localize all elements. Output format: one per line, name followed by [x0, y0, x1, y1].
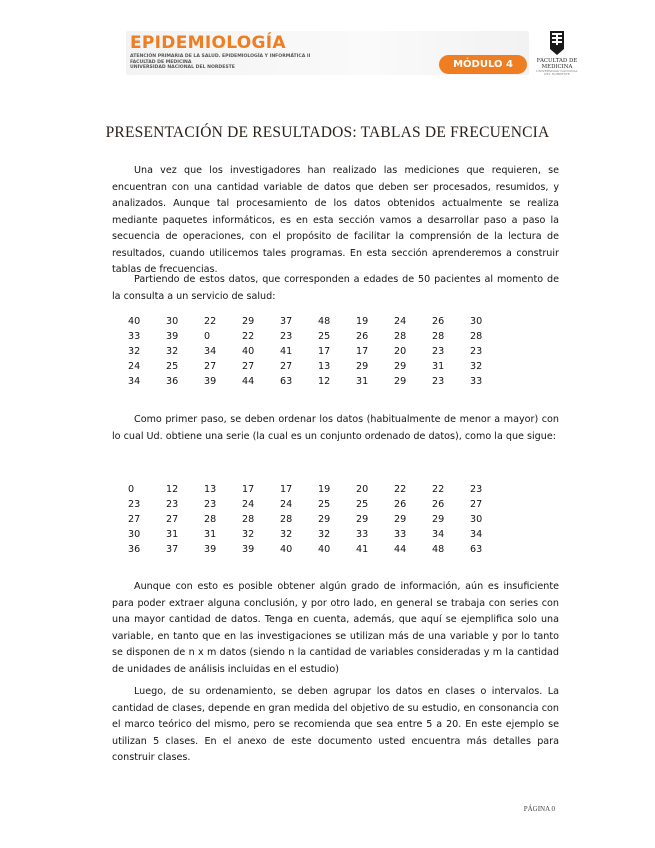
data-cell: 27: [242, 361, 255, 372]
data-cell: 32: [128, 346, 141, 357]
data-cell: 0: [204, 331, 211, 342]
raw-data-row: [128, 331, 508, 346]
data-cell: 23: [470, 484, 483, 495]
data-cell: 24: [128, 361, 141, 372]
raw-data-table: [128, 316, 508, 391]
data-cell: 27: [470, 499, 483, 510]
raw-data-row: [128, 346, 508, 361]
logo-text: FACULTAD DE MEDICINA UNIVERSIDAD NACIONAL DEL NORDESTE: [536, 58, 578, 77]
data-cell: 31: [204, 529, 217, 540]
data-cell: 19: [318, 484, 331, 495]
banner-line: FACULTAD DE MEDICINA: [130, 59, 192, 65]
module-badge: MÓDULO 4: [439, 55, 527, 74]
data-cell: 27: [166, 514, 179, 525]
data-cell: 36: [166, 376, 179, 387]
data-cell: 27: [280, 361, 293, 372]
data-cell: 29: [394, 514, 407, 525]
header-banner: [126, 31, 529, 75]
data-cell: 32: [242, 529, 255, 540]
data-cell: 23: [470, 346, 483, 357]
data-cell: 63: [280, 376, 293, 387]
data-cell: 12: [318, 376, 331, 387]
data-cell: 17: [242, 484, 255, 495]
data-cell: 32: [318, 529, 331, 540]
sorted-data-row: [128, 499, 508, 514]
data-cell: 34: [128, 376, 141, 387]
data-cell: 31: [166, 529, 179, 540]
data-cell: 19: [356, 316, 369, 327]
data-cell: 13: [318, 361, 331, 372]
data-cell: 41: [356, 544, 369, 555]
data-cell: 28: [470, 331, 483, 342]
data-cell: 24: [280, 499, 293, 510]
data-cell: 39: [204, 376, 217, 387]
paragraph-insufficient: Aunque con esto es posible obtener algún grado de información, aún es insuficiente para poder extraer alguna conclusión, y por otro lado, en general se trabaja con series con una mayor cantidad de datos. Tenga en cuenta, además, que aquí se ejemplifica solo una variable, en tanto que en las investigaciones se utilizan más de una variable y por lo tanto se disponen de n x m datos (siendo n la cantidad de variables consideradas y m la cantidad de unidades de análisis incluidas en el estudio): [112, 581, 559, 675]
data-cell: 23: [432, 376, 445, 387]
raw-data-row: [128, 361, 508, 376]
data-cell: 36: [128, 544, 141, 555]
data-cell: 39: [166, 331, 179, 342]
data-cell: 31: [356, 376, 369, 387]
data-cell: 37: [166, 544, 179, 555]
sorted-data-row: [128, 514, 508, 529]
data-cell: 22: [394, 484, 407, 495]
data-cell: 22: [432, 484, 445, 495]
data-cell: 28: [242, 514, 255, 525]
data-cell: 28: [280, 514, 293, 525]
data-cell: 33: [470, 376, 483, 387]
data-cell: 31: [432, 361, 445, 372]
raw-data-row: [128, 316, 508, 331]
data-cell: 17: [280, 484, 293, 495]
data-cell: 33: [356, 529, 369, 540]
data-cell: 27: [204, 361, 217, 372]
data-cell: 48: [318, 316, 331, 327]
data-cell: 23: [128, 499, 141, 510]
data-cell: 30: [470, 316, 483, 327]
data-cell: 25: [166, 361, 179, 372]
data-cell: 30: [166, 316, 179, 327]
data-cell: 26: [432, 499, 445, 510]
data-cell: 13: [204, 484, 217, 495]
data-cell: 28: [394, 331, 407, 342]
data-cell: 28: [432, 331, 445, 342]
data-cell: 44: [394, 544, 407, 555]
sorted-data-row: [128, 484, 508, 499]
data-cell: 24: [394, 316, 407, 327]
banner-line: ATENCIÓN PRIMARIA DE LA SALUD. EPIDEMIOLOGÍA Y INFORMÁTICA II: [130, 54, 311, 59]
data-cell: 34: [470, 529, 483, 540]
data-cell: 48: [432, 544, 445, 555]
data-cell: 29: [242, 316, 255, 327]
data-cell: 25: [356, 499, 369, 510]
crest-icon: [533, 29, 581, 57]
data-cell: 30: [470, 514, 483, 525]
data-cell: 28: [204, 514, 217, 525]
data-cell: 32: [166, 346, 179, 357]
data-cell: 27: [128, 514, 141, 525]
sorted-data-table: [128, 484, 508, 559]
data-cell: 29: [318, 514, 331, 525]
data-cell: 17: [356, 346, 369, 357]
data-cell: 33: [394, 529, 407, 540]
data-cell: 29: [394, 376, 407, 387]
data-cell: 25: [318, 331, 331, 342]
data-cell: 17: [318, 346, 331, 357]
data-cell: 32: [280, 529, 293, 540]
data-cell: 26: [356, 331, 369, 342]
data-cell: 22: [242, 331, 255, 342]
raw-data-row: [128, 376, 508, 391]
banner-subtitle: [130, 54, 310, 71]
data-cell: 30: [128, 529, 141, 540]
data-cell: 33: [128, 331, 141, 342]
data-cell: 29: [356, 514, 369, 525]
banner-title: EPIDEMIOLOGÍA: [130, 33, 286, 53]
data-cell: 29: [394, 361, 407, 372]
data-cell: 12: [166, 484, 179, 495]
data-cell: 40: [128, 316, 141, 327]
data-cell: 20: [356, 484, 369, 495]
data-cell: 22: [204, 316, 217, 327]
data-cell: 40: [318, 544, 331, 555]
page-number: PÁGINA 0: [523, 805, 555, 813]
data-cell: 63: [470, 544, 483, 555]
data-cell: 24: [242, 499, 255, 510]
data-cell: 44: [242, 376, 255, 387]
data-cell: 40: [280, 544, 293, 555]
paragraph-classes: Luego, de su ordenamiento, se deben agrupar los datos en clases o intervalos. La cantidad de clases, depende en gran medida del objetivo de su estudio, en consonancia con el marco teórico del mismo, pero se recomienda que sea entre 5 a 20. En este ejemplo se utilizan 5 clases. En el anexo de este documento usted encuentra más detalles para construir clases.: [112, 686, 559, 763]
paragraph-intro: Una vez que los investigadores han realizado las mediciones que requieren, se encuentran con una cantidad variable de datos que deben ser procesados, resumidos, y analizados. Aunque tal procesamiento de los datos obtenidos actualmente se realiza mediante paquetes informáticos, es en esta sección vamos a desarrollar paso a paso la secuencia de operaciones, con el propósito de facilitar la comprensión de la lectura de resultados, cuando utilicemos tales programas. En esta sección aprenderemos a construir tablas de frecuencias.: [112, 165, 559, 275]
data-cell: 25: [318, 499, 331, 510]
data-cell: 39: [204, 544, 217, 555]
data-cell: 23: [204, 499, 217, 510]
data-cell: 29: [432, 514, 445, 525]
banner-line: UNIVERSIDAD NACIONAL DEL NORDESTE: [130, 65, 235, 71]
data-cell: 23: [432, 346, 445, 357]
data-cell: 29: [356, 361, 369, 372]
data-cell: 0: [128, 484, 135, 495]
data-cell: 20: [394, 346, 407, 357]
sorted-data-row: [128, 544, 508, 559]
data-cell: 34: [432, 529, 445, 540]
data-cell: 34: [204, 346, 217, 357]
sorted-data-row: [128, 529, 508, 544]
data-cell: 26: [394, 499, 407, 510]
data-cell: 39: [242, 544, 255, 555]
paragraph-data-intro: Partiendo de estos datos, que corresponden a edades de 50 pacientes al momento de la consulta a un servicio de salud:: [112, 274, 559, 302]
data-cell: 41: [280, 346, 293, 357]
document-title: PRESENTACIÓN DE RESULTADOS: TABLAS DE FRECUENCIA: [105, 124, 550, 141]
data-cell: 26: [432, 316, 445, 327]
data-cell: 23: [166, 499, 179, 510]
data-cell: 40: [242, 346, 255, 357]
faculty-logo: [533, 29, 581, 81]
data-cell: 37: [280, 316, 293, 327]
data-cell: 23: [280, 331, 293, 342]
data-cell: 32: [470, 361, 483, 372]
paragraph-sort: Como primer paso, se deben ordenar los datos (habitualmente de menor a mayor) con lo cual Ud. obtiene una serie (la cual es un conjunto ordenado de datos), como la que sigue:: [112, 414, 559, 442]
